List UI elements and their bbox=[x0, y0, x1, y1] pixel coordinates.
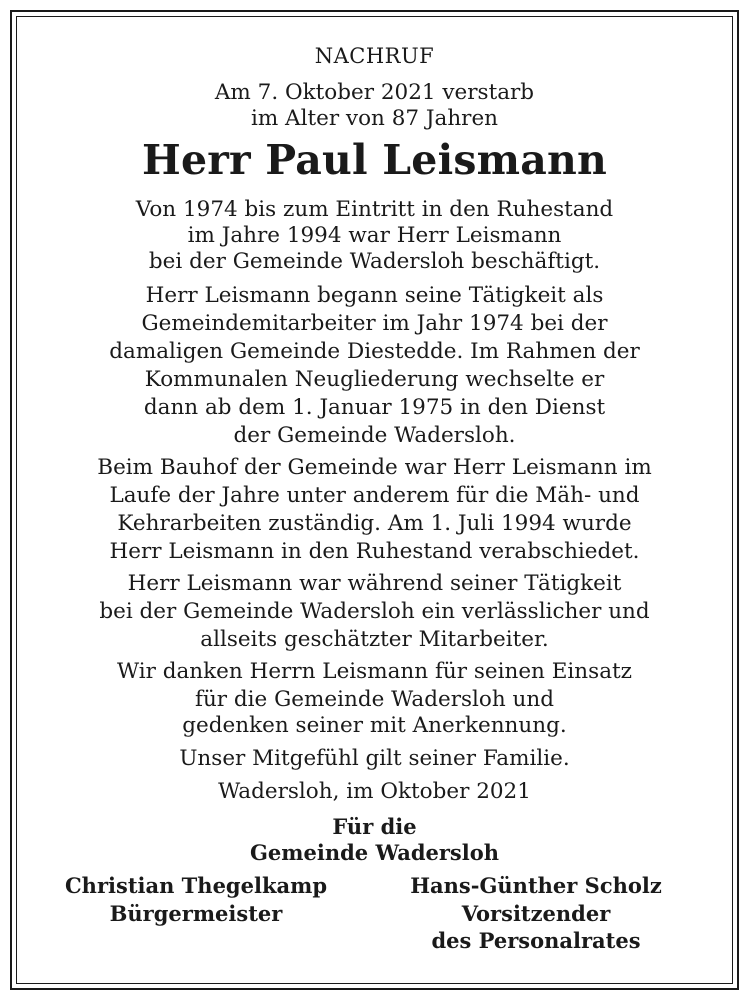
paragraph-line: damaligen Gemeinde Diestedde. Im Rahmen der bbox=[109, 339, 640, 364]
paragraph-line: Wir danken Herrn Leismann für seinen Einsatz bbox=[117, 659, 632, 684]
deceased-name: Herr Paul Leismann bbox=[142, 136, 607, 184]
signatory-left-name: Christian Thegelkamp bbox=[64, 873, 328, 898]
paragraph-line: der Gemeinde Wadersloh. bbox=[233, 423, 516, 448]
paragraph-line: Beim Bauhof der Gemeinde war Herr Leismann im bbox=[97, 455, 652, 480]
paragraph-line: Kommunalen Neugliederung wechselte er bbox=[144, 367, 605, 392]
condolence-line: Unser Mitgefühl gilt seiner Familie. bbox=[179, 746, 570, 771]
paragraph-line: Herr Leismann war während seiner Tätigkeit bbox=[127, 571, 622, 596]
signatory-right-name: Hans-Günther Scholz bbox=[410, 873, 662, 898]
paragraph-line: bei der Gemeinde Wadersloh beschäftigt. bbox=[148, 249, 601, 274]
paragraph-line: Von 1974 bis zum Eintritt in den Ruhestand bbox=[135, 197, 614, 222]
paragraph-line: Herr Leismann in den Ruhestand verabschiedet. bbox=[109, 539, 640, 564]
paragraph-line: gedenken seiner mit Anerkennung. bbox=[182, 713, 567, 738]
paragraph-line: Gemeindemitarbeiter im Jahr 1974 bei der bbox=[141, 311, 608, 336]
paragraph-line: Herr Leismann begann seine Tätigkeit als bbox=[145, 283, 604, 308]
paragraph-line: allseits geschätzter Mitarbeiter. bbox=[200, 627, 549, 652]
for-line: Für die bbox=[332, 814, 417, 839]
paragraph-line: Kehrarbeiten zuständig. Am 1. Juli 1994 wurde bbox=[117, 511, 632, 536]
age-line: im Alter von 87 Jahren bbox=[250, 106, 499, 131]
date-line: Am 7. Oktober 2021 verstarb bbox=[214, 80, 535, 105]
notice-header: NACHRUF bbox=[314, 44, 435, 68]
paragraph-line: dann ab dem 1. Januar 1975 in den Dienst bbox=[143, 395, 606, 420]
signatory-right-title-2: des Personalrates bbox=[431, 928, 641, 953]
place-date: Wadersloh, im Oktober 2021 bbox=[218, 779, 531, 804]
paragraph-line: bei der Gemeinde Wadersloh ein verlässlicher und bbox=[99, 599, 650, 624]
signatory-left-title: Bürgermeister bbox=[109, 901, 283, 926]
signatory-right-title: Vorsitzender bbox=[461, 901, 611, 926]
organization-line: Gemeinde Wadersloh bbox=[249, 840, 500, 865]
paragraph-line: im Jahre 1994 war Herr Leismann bbox=[187, 223, 562, 248]
paragraph-line: für die Gemeinde Wadersloh und bbox=[195, 687, 554, 712]
paragraph-line: Laufe der Jahre unter anderem für die Mäh- und bbox=[109, 483, 640, 508]
